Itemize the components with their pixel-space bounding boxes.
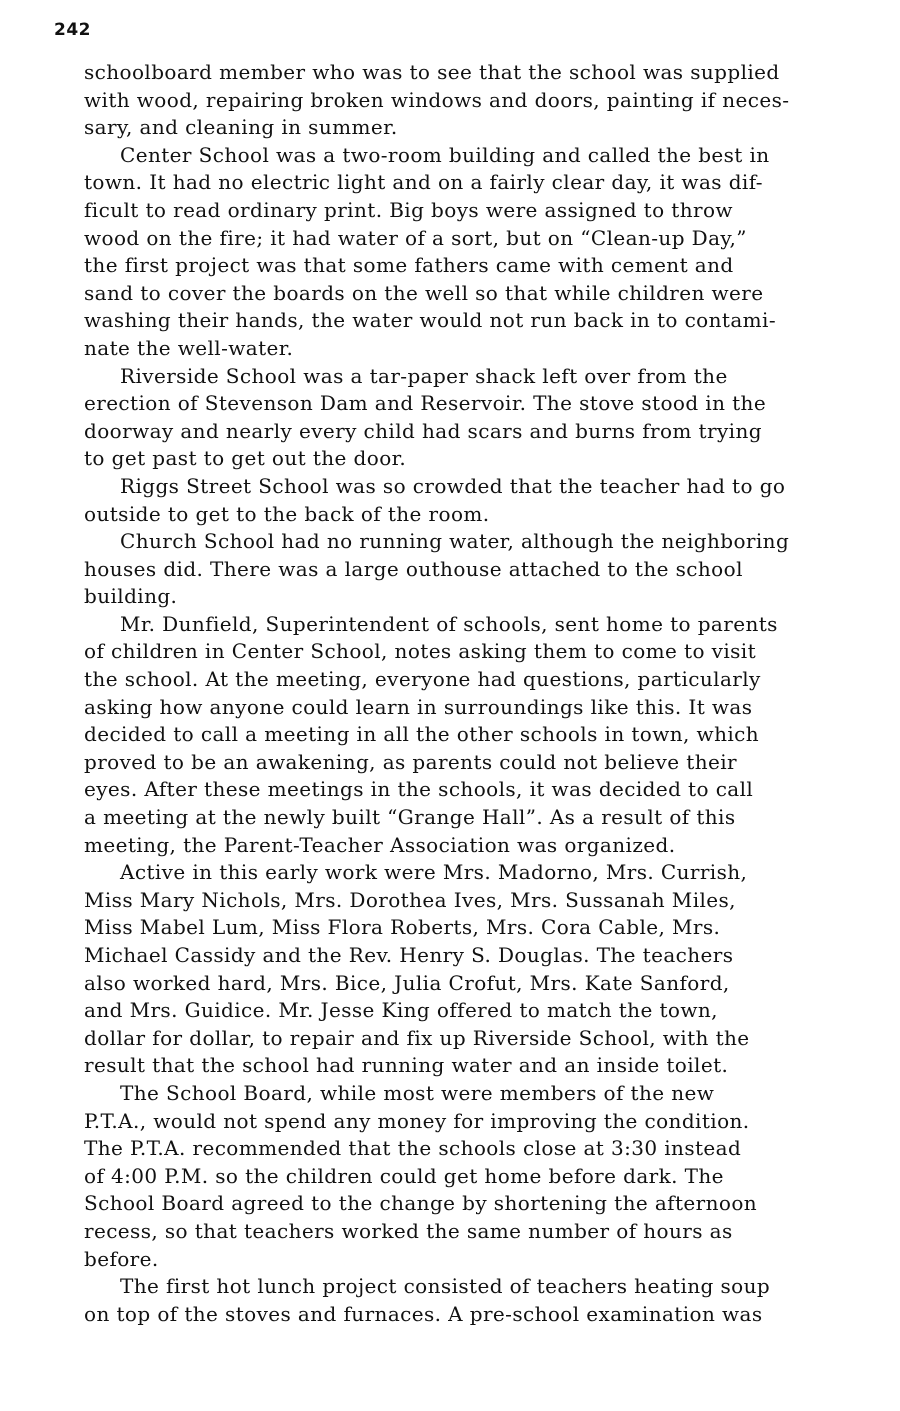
text-line: erection of Stevenson Dam and Reservoir. The stove stood in the bbox=[84, 391, 767, 416]
text-line: on top of the stoves and furnaces. A pre-school examination was bbox=[84, 1301, 763, 1326]
paragraph bbox=[84, 1273, 864, 1328]
text-line: nate the well-water. bbox=[84, 335, 294, 360]
text-line: Miss Mabel Lum, Miss Flora Roberts, Mrs. Cora Cable, Mrs. bbox=[84, 915, 721, 940]
text-line: The P.T.A. recommended that the schools close at 3:30 instead bbox=[84, 1136, 742, 1161]
text-line: doorway and nearly every child had scars and burns from trying bbox=[84, 418, 762, 443]
text-line: building. bbox=[84, 584, 178, 609]
text-line: also worked hard, Mrs. Bice, Julia Crofut, Mrs. Kate Sanford, bbox=[84, 970, 730, 995]
text-line: Active in this early work were Mrs. Madorno, Mrs. Currish, bbox=[120, 860, 748, 885]
text-line: School Board agreed to the change by shortening the afternoon bbox=[84, 1191, 758, 1216]
text-line: before. bbox=[84, 1246, 159, 1271]
text-line: the school. At the meeting, everyone had questions, particularly bbox=[84, 667, 761, 692]
paragraph bbox=[84, 473, 864, 528]
text-line: recess, so that teachers worked the same number of hours as bbox=[84, 1218, 733, 1243]
paragraph bbox=[84, 611, 864, 859]
text-line: The first hot lunch project consisted of teachers heating soup bbox=[120, 1274, 771, 1299]
paragraph bbox=[84, 59, 864, 142]
text-line: P.T.A., would not spend any money for improving the condition. bbox=[84, 1108, 750, 1133]
text-line: sand to cover the boards on the well so that while children were bbox=[84, 280, 764, 305]
text-line: Center School was a two-room building and called the best in bbox=[120, 142, 770, 167]
paragraph bbox=[84, 363, 864, 473]
body-text bbox=[84, 59, 864, 1328]
text-line: Michael Cassidy and the Rev. Henry S. Douglas. The teachers bbox=[84, 943, 734, 967]
text-line: ficult to read ordinary print. Big boys were assigned to throw bbox=[84, 197, 733, 222]
text-line: asking how anyone could learn in surroundings like this. It was bbox=[84, 694, 753, 719]
text-line: wood on the fire; it had water of a sort, but on “Clean-up Day,” bbox=[84, 225, 747, 250]
text-line: the first project was that some fathers came with cement and bbox=[84, 253, 734, 278]
text-line: Mr. Dunfield, Superintendent of schools, sent home to parents bbox=[120, 611, 778, 636]
text-line: of children in Center School, notes asking them to come to visit bbox=[84, 639, 757, 664]
paragraph bbox=[84, 528, 864, 611]
text-line: town. It had no electric light and on a fairly clear day, it was dif- bbox=[84, 170, 763, 195]
text-line: Miss Mary Nichols, Mrs. Dorothea Ives, Mrs. Sussanah Miles, bbox=[84, 887, 736, 912]
text-line: decided to call a meeting in all the other schools in town, which bbox=[84, 722, 760, 747]
text-line: eyes. After these meetings in the schools, it was decided to call bbox=[84, 777, 754, 802]
text-line: meeting, the Parent-Teacher Association was organized. bbox=[84, 832, 676, 857]
text-line: The School Board, while most were members of the new bbox=[120, 1080, 715, 1105]
text-line: proved to be an awakening, as parents could not believe their bbox=[84, 749, 737, 774]
page-number: 242 bbox=[54, 20, 91, 40]
text-line: with wood, repairing broken windows and doors, painting if neces- bbox=[84, 87, 790, 112]
text-line: schoolboard member who was to see that the school was supplied bbox=[84, 60, 780, 84]
text-line: dollar for dollar, to repair and fix up Riverside School, with the bbox=[84, 1025, 750, 1050]
text-line: Riggs Street School was so crowded that the teacher had to go bbox=[120, 473, 786, 498]
text-line: and Mrs. Guidice. Mr. Jesse King offered to match the town, bbox=[84, 998, 718, 1023]
text-line: to get past to get out the door. bbox=[84, 446, 407, 471]
text-line: a meeting at the newly built “Grange Hall”. As a result of this bbox=[84, 805, 736, 830]
text-line: washing their hands, the water would not run back in to contami- bbox=[84, 308, 776, 333]
text-line: Riverside School was a tar-paper shack left over from the bbox=[120, 363, 728, 388]
text-line: Church School had no running water, although the neighboring bbox=[120, 529, 790, 554]
text-line: houses did. There was a large outhouse attached to the school bbox=[84, 556, 743, 581]
text-line: result that the school had running water and an inside toilet. bbox=[84, 1053, 729, 1078]
text-line: outside to get to the back of the room. bbox=[84, 501, 490, 526]
text-line: sary, and cleaning in summer. bbox=[84, 115, 398, 140]
paragraph bbox=[84, 142, 864, 363]
paragraph bbox=[84, 1080, 864, 1273]
paragraph bbox=[84, 859, 864, 1080]
text-line: of 4:00 P.M. so the children could get home before dark. The bbox=[84, 1163, 724, 1188]
